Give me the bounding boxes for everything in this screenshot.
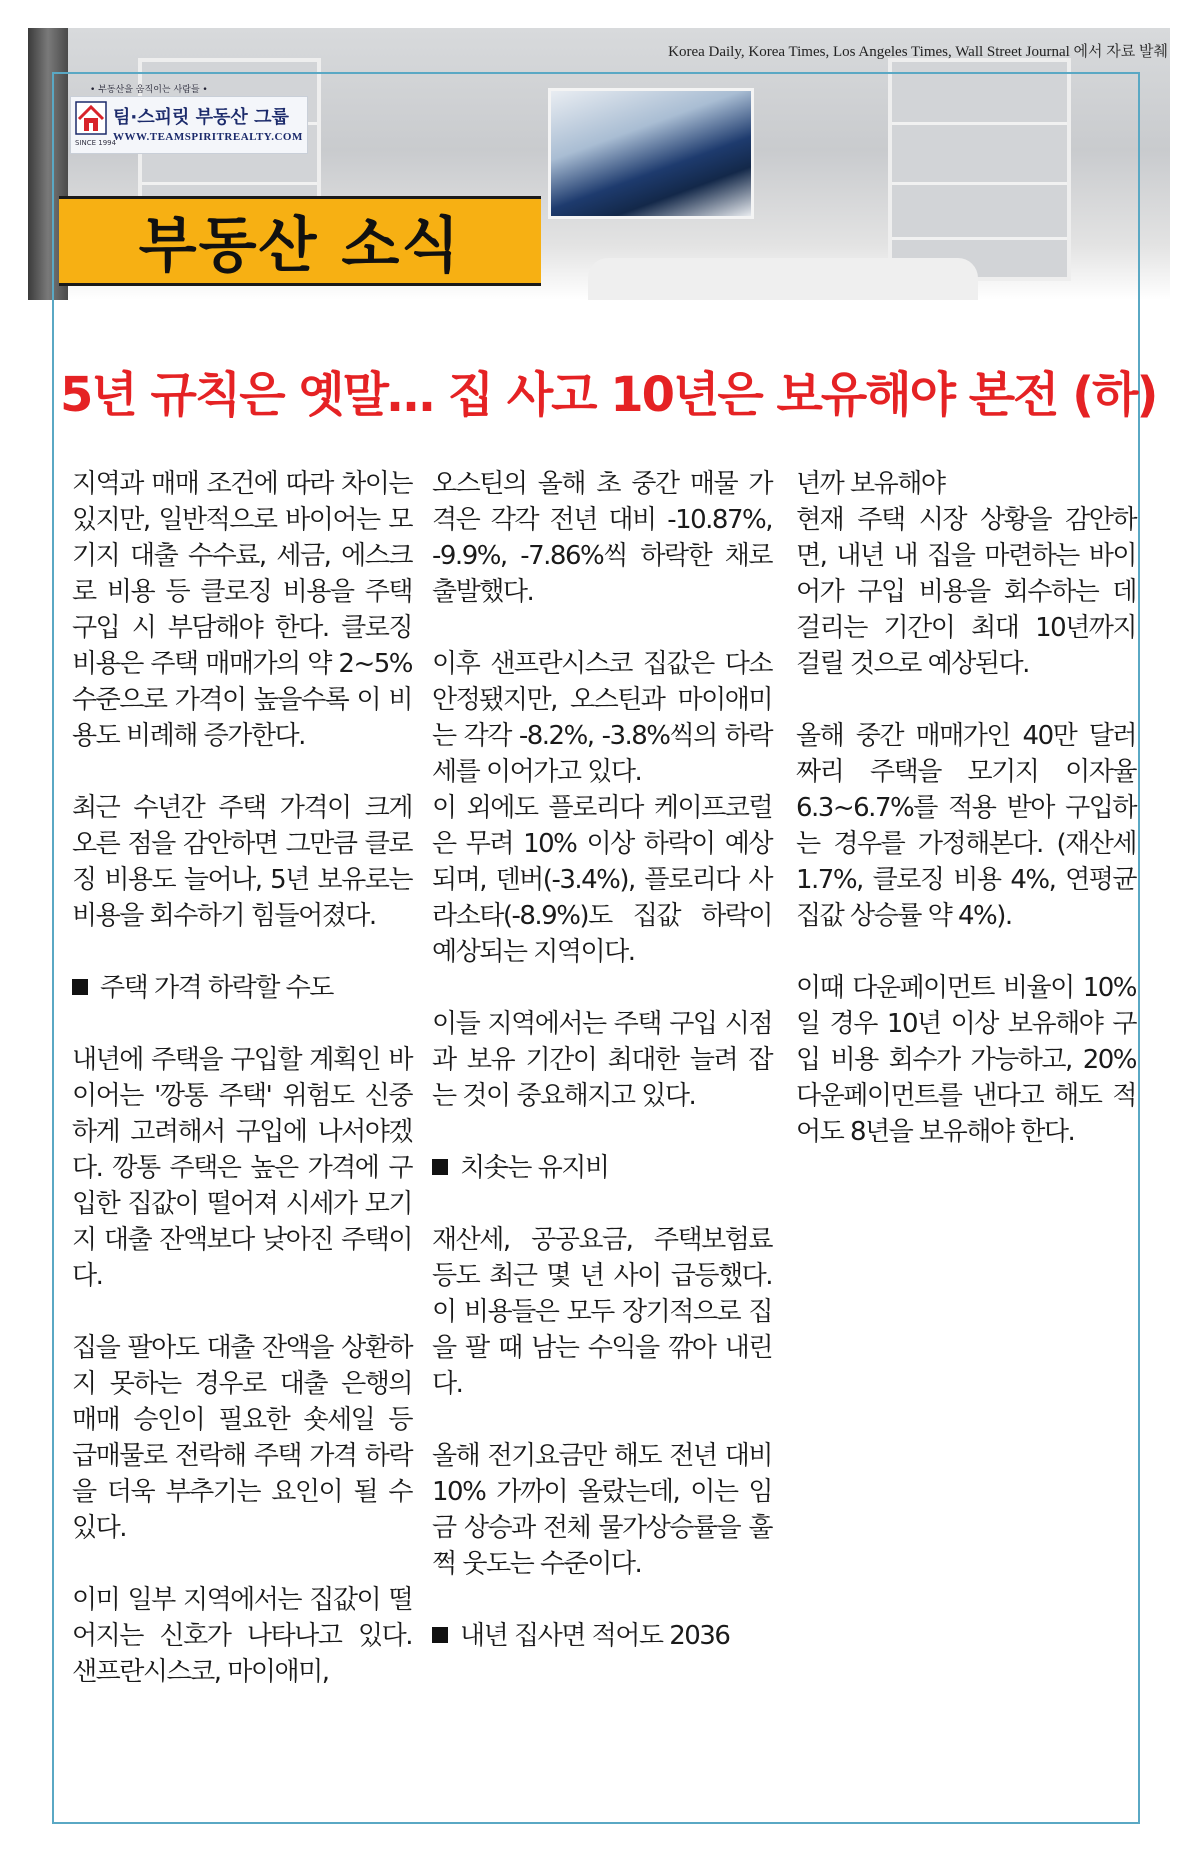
subheading-text: 내년 집사면 적어도 2036 — [460, 1621, 730, 1651]
square-bullet-icon — [432, 1159, 448, 1175]
article-headline: 5년 규칙은 옛말… 집 사고 10년은 보유해야 본전 (하) — [60, 367, 1157, 423]
article-column-2 — [432, 466, 772, 1654]
article-paragraph: 올해 전기요금만 해도 전년 대비 10% 가까이 올랐는데, 이는 임금 상승과 전체 물가상승률을 훌쩍 웃도는 수준이다. — [432, 1441, 772, 1579]
subheading — [72, 970, 412, 1006]
logo-since: SINCE 1994 — [75, 139, 117, 147]
subheading-text: 치솟는 유지비 — [460, 1153, 609, 1183]
article-paragraph: 올해 중간 매매가인 40만 달러짜리 주택을 모기지 이자율 6.3~6.7%를 적용 받아 구입하는 경우를 가정해본다. (재산세 1.7%, 클로징 비용 4%, 연평균 집값 상승률 약 4%). — [796, 721, 1136, 931]
article-paragraph: 이후 샌프란시스코 집값은 다소 안정됐지만, 오스틴과 마이애미는 각각 -8.2%, -3.8%씩의 하락세를 이어가고 있다. — [432, 649, 772, 787]
logo-name: 팀·스피릿 부동산 그룹 — [113, 107, 289, 128]
square-bullet-icon — [432, 1627, 448, 1643]
company-logo — [70, 96, 308, 154]
article-paragraph: 이 외에도 플로리다 케이프코럴은 무려 10% 이상 하락이 예상되며, 덴버(-3.4%), 플로리다 사라소타(-8.9%)도 집값 하락이 예상되는 지역이다. — [432, 793, 772, 967]
article-paragraph: 내년에 주택을 구입할 계획인 바이어는 '깡통 주택' 위험도 신중하게 고려해서 구입에 나서야겠다. 깡통 주택은 높은 가격에 구입한 집값이 떨어져 시세가 모기지 대출 잔액보다 낮아진 주택이다. — [72, 1045, 412, 1291]
section-banner — [59, 196, 541, 286]
article-column-3 — [796, 466, 1136, 1186]
logo-url: WWW.TEAMSPIRITREALTY.COM — [113, 131, 303, 143]
article-paragraph: 오스틴의 올해 초 중간 매물 가격은 각각 전년 대비 -10.87%, -9.9%, -7.86%씩 하락한 채로 출발했다. — [432, 469, 772, 607]
article-paragraph: 재산세, 공공요금, 주택보험료 등도 최근 몇 년 사이 급등했다. 이 비용들은 모두 장기적으로 집을 팔 때 남는 수익을 깎아 내린다. — [432, 1225, 772, 1399]
square-bullet-icon — [72, 979, 88, 995]
article-paragraph: 최근 수년간 주택 가격이 크게 오른 점을 감안하면 그만큼 클로징 비용도 늘어나, 5년 보유로는 비용을 회수하기 힘들어졌다. — [72, 793, 412, 931]
subheading — [432, 1150, 772, 1186]
article-paragraph: 년까 보유해야 — [796, 469, 945, 499]
article-column-1 — [72, 466, 412, 1726]
section-title: 부동산 소식 — [138, 211, 462, 281]
article-paragraph: 이미 일부 지역에서는 집값이 떨어지는 신호가 나타나고 있다. 샌프란시스코, 마이애미, — [72, 1585, 412, 1687]
article-paragraph: 이들 지역에서는 주택 구입 시점과 보유 기간이 최대한 늘려 잡는 것이 중요해지고 있다. — [432, 1009, 772, 1111]
article-paragraph: 현재 주택 시장 상황을 감안하면, 내년 내 집을 마련하는 바이어가 구입 비용을 회수하는 데 걸리는 기간이 최대 10년까지 걸릴 것으로 예상된다. — [796, 505, 1136, 679]
subheading — [432, 1618, 772, 1654]
house-logo-icon — [75, 101, 107, 135]
subheading-text: 주택 가격 하락할 수도 — [100, 973, 333, 1003]
article-paragraph: 지역과 매매 조건에 따라 차이는 있지만, 일반적으로 바이어는 모기지 대출 수수료, 세금, 에스크로 비용 등 클로징 비용을 주택 구입 시 부담해야 한다. 클로징 비용은 주택 매매가의 약 2~5% 수준으로 가격이 높을수록 이 비용도 비례해 증가한다. — [72, 469, 412, 751]
article-paragraph: 집을 팔아도 대출 잔액을 상환하지 못하는 경우로 대출 은행의 매매 승인이 필요한 숏세일 등 급매물로 전락해 주택 가격 하락을 더욱 부추기는 요인이 될 수 있다. — [72, 1333, 412, 1543]
article-paragraph: 이때 다운페이먼트 비율이 10%일 경우 10년 이상 보유해야 구입 비용 회수가 가능하고, 20% 다운페이먼트를 낸다고 해도 적어도 8년을 보유해야 한다. — [796, 973, 1136, 1147]
logo-tagline: • 부동산을 움직이는 사람들 • — [90, 85, 208, 95]
source-credit: Korea Daily, Korea Times, Los Angeles Times, Wall Street Journal 에서 자료 발췌 — [668, 44, 1168, 60]
